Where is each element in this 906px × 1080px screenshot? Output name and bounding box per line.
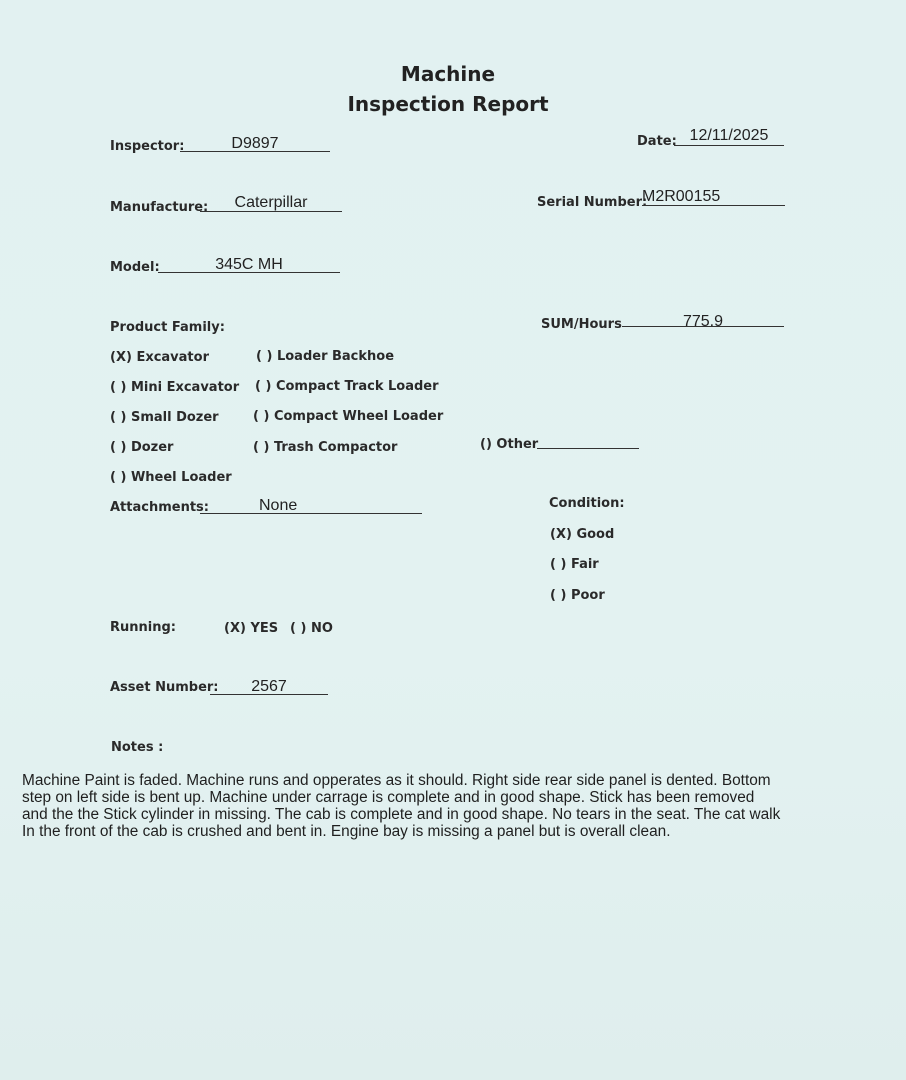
option-excavator-label: Excavator xyxy=(136,350,209,365)
checkbox-excavator[interactable]: (X) xyxy=(110,350,132,365)
option-wheel-loader-label: Wheel Loader xyxy=(130,470,232,485)
running-yes[interactable] xyxy=(224,621,278,636)
option-small-dozer[interactable] xyxy=(110,410,219,425)
date-value: 12/11/2025 xyxy=(689,127,769,144)
checkbox-running-yes[interactable]: (X) xyxy=(224,621,246,636)
running-no[interactable] xyxy=(290,621,333,636)
option-compact-track-loader-label: Compact Track Loader xyxy=(275,379,439,394)
inspector-label: Inspector: xyxy=(110,139,185,154)
option-loader-backhoe-label: Loader Backhoe xyxy=(276,349,395,364)
option-excavator[interactable] xyxy=(110,350,209,365)
checkbox-small-dozer[interactable]: ( ) xyxy=(110,410,127,425)
option-other-label: Other xyxy=(496,437,539,452)
inspector-value: D9897 xyxy=(231,135,279,152)
option-loader-backhoe[interactable] xyxy=(256,349,394,364)
notes-line-3: and the the Stick cylinder in missing. The cab is complete and in good shape. No tears in the seat. The cat walk xyxy=(22,806,781,823)
option-trash-compactor-label: Trash Compactor xyxy=(273,440,398,455)
condition-fair[interactable] xyxy=(550,557,599,572)
form-title-line2: Inspection Report xyxy=(347,92,549,116)
checkbox-condition-poor[interactable]: ( ) xyxy=(550,588,567,603)
sum-hours-underline xyxy=(622,326,784,327)
option-wheel-loader[interactable] xyxy=(110,470,232,485)
option-trash-compactor[interactable] xyxy=(253,440,397,455)
checkbox-loader-backhoe[interactable]: ( ) xyxy=(256,349,273,364)
condition-fair-label: Fair xyxy=(570,557,599,572)
option-mini-excavator[interactable] xyxy=(110,380,239,395)
condition-label: Condition: xyxy=(549,496,625,511)
other-underline xyxy=(537,448,639,449)
asset-number-label: Asset Number: xyxy=(110,680,219,695)
serial-number-underline xyxy=(642,205,785,206)
manufacture-value: Caterpillar xyxy=(234,194,308,211)
condition-good[interactable] xyxy=(550,527,614,542)
checkbox-condition-fair[interactable]: ( ) xyxy=(550,557,567,572)
serial-number-label: Serial Number: xyxy=(537,195,648,210)
inspector-underline xyxy=(180,151,330,152)
option-mini-excavator-label: Mini Excavator xyxy=(130,380,240,395)
checkbox-mini-excavator[interactable]: ( ) xyxy=(110,380,127,395)
manufacture-label: Manufacture: xyxy=(110,200,209,215)
product-family-label: Product Family: xyxy=(110,320,225,335)
condition-good-label: Good xyxy=(576,527,615,542)
option-compact-wheel-loader-label: Compact Wheel Loader xyxy=(273,409,444,424)
option-small-dozer-label: Small Dozer xyxy=(130,410,219,425)
sum-hours-value: 775.9 xyxy=(682,313,724,330)
model-label: Model: xyxy=(110,260,160,275)
checkbox-compact-track-loader[interactable]: ( ) xyxy=(255,379,272,394)
notes-text xyxy=(22,772,888,840)
form-title-line1: Machine xyxy=(400,62,496,86)
running-yes-label: YES xyxy=(250,621,279,636)
condition-poor[interactable] xyxy=(550,588,605,603)
checkbox-wheel-loader[interactable]: ( ) xyxy=(110,470,127,485)
model-value: 345C MH xyxy=(215,256,283,273)
attachments-label: Attachments: xyxy=(110,500,209,515)
condition-poor-label: Poor xyxy=(570,588,605,603)
checkbox-other[interactable]: () xyxy=(480,437,492,452)
attachments-value: None xyxy=(259,497,298,514)
checkbox-compact-wheel-loader[interactable]: ( ) xyxy=(253,409,270,424)
asset-number-underline xyxy=(210,694,328,695)
running-no-label: NO xyxy=(310,621,333,636)
attachments-underline xyxy=(200,513,422,514)
notes-line-4: In the front of the cab is crushed and bent in. Engine bay is missing a panel but is overall clean. xyxy=(22,823,671,840)
running-label: Running: xyxy=(110,620,176,635)
asset-number-value: 2567 xyxy=(251,678,287,695)
notes-label: Notes : xyxy=(111,740,164,755)
option-dozer[interactable] xyxy=(110,440,173,455)
date-label: Date: xyxy=(637,134,677,149)
option-other[interactable] xyxy=(480,437,538,452)
option-compact-track-loader[interactable] xyxy=(255,379,439,394)
notes-line-1: Machine Paint is faded. Machine runs and opperates as it should. Right side rear side panel is dented. Bottom xyxy=(22,772,771,789)
option-compact-wheel-loader[interactable] xyxy=(253,409,443,424)
checkbox-trash-compactor[interactable]: ( ) xyxy=(253,440,270,455)
option-dozer-label: Dozer xyxy=(130,440,174,455)
checkbox-condition-good[interactable]: (X) xyxy=(550,527,572,542)
manufacture-underline xyxy=(200,211,342,212)
checkbox-running-no[interactable]: ( ) xyxy=(290,621,307,636)
notes-line-2: step on left side is bent up. Machine under carrage is complete and in good shape. Stick has been removed xyxy=(22,789,755,806)
model-underline xyxy=(158,272,340,273)
date-underline xyxy=(674,145,784,146)
serial-number-value: M2R00155 xyxy=(642,188,721,205)
sum-hours-label: SUM/Hours xyxy=(541,317,622,332)
checkbox-dozer[interactable]: ( ) xyxy=(110,440,127,455)
